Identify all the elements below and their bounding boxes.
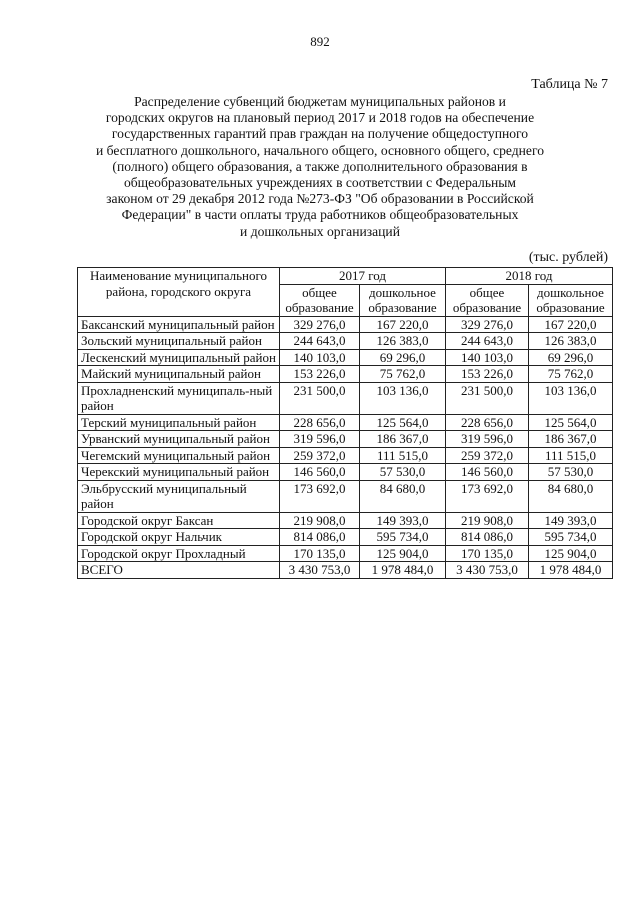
title-line: общеобразовательных учреждениях в соответствии с Федеральным bbox=[123, 175, 517, 191]
preschool-2018-value: 186 367,0 bbox=[529, 431, 613, 448]
header-row-years bbox=[78, 268, 613, 285]
municipality-name: Прохладненский муниципаль-ный район bbox=[78, 382, 280, 414]
municipality-name: Баксанский муниципальный район bbox=[78, 316, 280, 333]
general-2017-value: 140 103,0 bbox=[280, 349, 360, 366]
table-row bbox=[78, 464, 613, 481]
general-2018-value: 170 135,0 bbox=[446, 545, 529, 562]
table-row bbox=[78, 333, 613, 350]
table-row bbox=[78, 382, 613, 414]
table-row bbox=[78, 431, 613, 448]
table-body bbox=[78, 316, 613, 578]
preschool-2018-value: 103 136,0 bbox=[529, 382, 613, 414]
general-2018-value: 231 500,0 bbox=[446, 382, 529, 414]
preschool-2017-value: 595 734,0 bbox=[360, 529, 446, 546]
general-2018-value: 153 226,0 bbox=[446, 366, 529, 383]
title-line: (полного) общего образования, а также дополнительного образования в bbox=[112, 158, 528, 174]
general-2018-value: 329 276,0 bbox=[446, 316, 529, 333]
preschool-2018-value: 75 762,0 bbox=[529, 366, 613, 383]
page-number: 892 bbox=[310, 34, 330, 49]
title-line: законом от 29 декабря 2012 года №273-ФЗ "Об образовании в Российской bbox=[106, 191, 534, 207]
preschool-2017-value: 75 762,0 bbox=[360, 366, 446, 383]
general-2018-value: 814 086,0 bbox=[446, 529, 529, 546]
preschool-2017-value: 186 367,0 bbox=[360, 431, 446, 448]
header-year-2018: 2018 год bbox=[446, 268, 613, 285]
header-general-2018: общее образование bbox=[446, 284, 529, 316]
general-2017-value: 319 596,0 bbox=[280, 431, 360, 448]
general-2018-value: 146 560,0 bbox=[446, 464, 529, 481]
general-2018-value: 219 908,0 bbox=[446, 512, 529, 529]
municipality-name: Лескенский муниципальный район bbox=[78, 349, 280, 366]
table-label: Таблица № 7 bbox=[531, 77, 608, 92]
municipality-name: Эльбрусский муниципальный район bbox=[78, 480, 280, 512]
units-label: (тыс. рублей) bbox=[528, 250, 608, 265]
general-2017-value: 219 908,0 bbox=[280, 512, 360, 529]
header-general-2017: общее образование bbox=[280, 284, 360, 316]
general-2017-value: 146 560,0 bbox=[280, 464, 360, 481]
table-row bbox=[78, 366, 613, 383]
table-row bbox=[78, 414, 613, 431]
header-preschool-2017: дошкольное образование bbox=[360, 284, 446, 316]
general-2017-value: 3 430 753,0 bbox=[280, 562, 360, 579]
municipality-name: Черекский муниципальный район bbox=[78, 464, 280, 481]
municipality-name: Городской округ Баксан bbox=[78, 512, 280, 529]
table-row bbox=[78, 512, 613, 529]
municipality-name: Терский муниципальный район bbox=[78, 414, 280, 431]
preschool-2017-value: 111 515,0 bbox=[360, 447, 446, 464]
general-2017-value: 228 656,0 bbox=[280, 414, 360, 431]
subventions-table bbox=[77, 267, 613, 579]
table-row bbox=[78, 545, 613, 562]
general-2017-value: 170 135,0 bbox=[280, 545, 360, 562]
preschool-2018-value: 167 220,0 bbox=[529, 316, 613, 333]
general-2017-value: 329 276,0 bbox=[280, 316, 360, 333]
title-line: и бесплатного дошкольного, начального общего, основного общего, среднего bbox=[95, 142, 545, 158]
municipality-name: Урванский муниципальный район bbox=[78, 431, 280, 448]
municipality-name: Городской округ Нальчик bbox=[78, 529, 280, 546]
preschool-2018-value: 125 904,0 bbox=[529, 545, 613, 562]
municipality-name: Чегемский муниципальный район bbox=[78, 447, 280, 464]
general-2018-value: 140 103,0 bbox=[446, 349, 529, 366]
document-title bbox=[90, 94, 550, 240]
table-row bbox=[78, 447, 613, 464]
title-line: и дошкольных организаций bbox=[240, 223, 400, 239]
header-preschool-2018: дошкольное образование bbox=[529, 284, 613, 316]
preschool-2018-value: 1 978 484,0 bbox=[529, 562, 613, 579]
general-2017-value: 814 086,0 bbox=[280, 529, 360, 546]
general-2018-value: 228 656,0 bbox=[446, 414, 529, 431]
preschool-2017-value: 125 904,0 bbox=[360, 545, 446, 562]
preschool-2018-value: 84 680,0 bbox=[529, 480, 613, 512]
general-2018-value: 259 372,0 bbox=[446, 447, 529, 464]
municipality-name: Зольский муниципальный район bbox=[78, 333, 280, 350]
preschool-2018-value: 595 734,0 bbox=[529, 529, 613, 546]
preschool-2018-value: 111 515,0 bbox=[529, 447, 613, 464]
general-2018-value: 244 643,0 bbox=[446, 333, 529, 350]
table-row bbox=[78, 480, 613, 512]
title-line: Федерации" в части оплаты труда работников общеобразовательных bbox=[121, 207, 519, 223]
general-2017-value: 173 692,0 bbox=[280, 480, 360, 512]
general-2017-value: 259 372,0 bbox=[280, 447, 360, 464]
title-line: городских округов на плановый период 2017 и 2018 годов на обеспечение bbox=[105, 110, 535, 126]
preschool-2018-value: 149 393,0 bbox=[529, 512, 613, 529]
preschool-2017-value: 125 564,0 bbox=[360, 414, 446, 431]
preschool-2018-value: 125 564,0 bbox=[529, 414, 613, 431]
preschool-2017-value: 149 393,0 bbox=[360, 512, 446, 529]
table-row bbox=[78, 349, 613, 366]
general-2017-value: 231 500,0 bbox=[280, 382, 360, 414]
preschool-2018-value: 69 296,0 bbox=[529, 349, 613, 366]
preschool-2018-value: 57 530,0 bbox=[529, 464, 613, 481]
general-2018-value: 173 692,0 bbox=[446, 480, 529, 512]
general-2018-value: 319 596,0 bbox=[446, 431, 529, 448]
preschool-2017-value: 103 136,0 bbox=[360, 382, 446, 414]
preschool-2017-value: 167 220,0 bbox=[360, 316, 446, 333]
preschool-2017-value: 57 530,0 bbox=[360, 464, 446, 481]
general-2017-value: 153 226,0 bbox=[280, 366, 360, 383]
municipality-name: Городской округ Прохладный bbox=[78, 545, 280, 562]
municipality-name: Майский муниципальный район bbox=[78, 366, 280, 383]
preschool-2017-value: 126 383,0 bbox=[360, 333, 446, 350]
table-row bbox=[78, 529, 613, 546]
title-line: Распределение субвенций бюджетам муниципальных районов и bbox=[134, 94, 506, 109]
header-year-2017: 2017 год bbox=[280, 268, 446, 285]
header-municipality: Наименование муниципального района, городского округа bbox=[78, 268, 280, 317]
preschool-2018-value: 126 383,0 bbox=[529, 333, 613, 350]
total-row bbox=[78, 562, 613, 579]
preschool-2017-value: 84 680,0 bbox=[360, 480, 446, 512]
general-2018-value: 3 430 753,0 bbox=[446, 562, 529, 579]
municipality-name: ВСЕГО bbox=[78, 562, 280, 579]
title-line: государственных гарантий прав граждан на получение общедоступного bbox=[111, 126, 529, 142]
preschool-2017-value: 1 978 484,0 bbox=[360, 562, 446, 579]
preschool-2017-value: 69 296,0 bbox=[360, 349, 446, 366]
table-row bbox=[78, 316, 613, 333]
general-2017-value: 244 643,0 bbox=[280, 333, 360, 350]
